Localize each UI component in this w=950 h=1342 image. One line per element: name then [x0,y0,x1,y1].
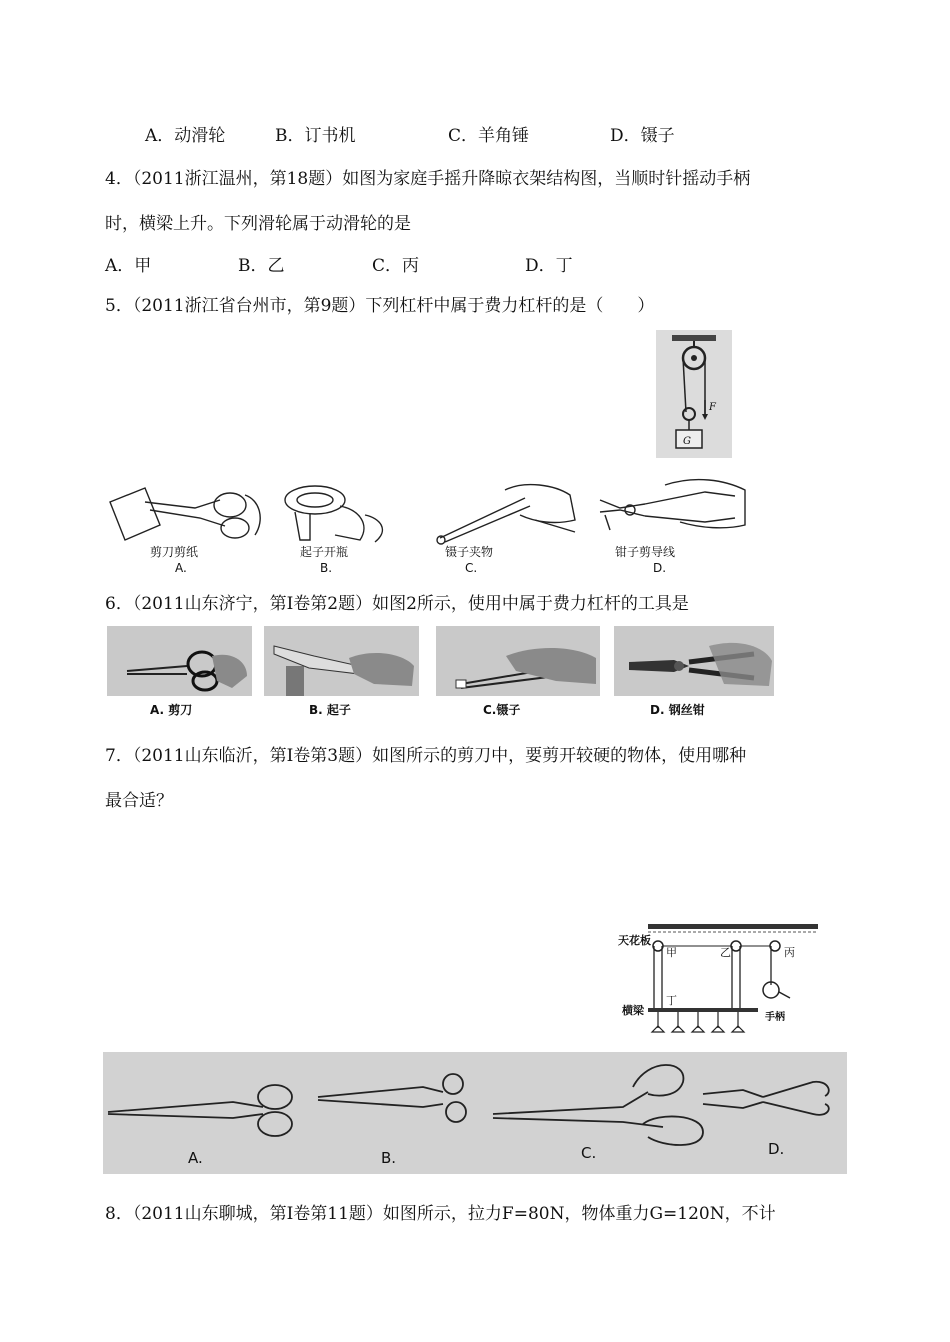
q5-text: 5．（2011浙江省台州市，第9题）下列杠杆中属于费力杠杆的是（ ） [105,296,655,316]
q7-letter-a: A. [188,1149,203,1167]
q6-text: 6．（2011山东济宁，第Ⅰ卷第2题）如图2所示，使用中属于费力杠杆的工具是 [105,594,689,614]
q3-option-b: B．订书机 [275,126,356,146]
q4-option-a: A．甲 [105,256,152,276]
q5-caption-d: 钳子剪导线 [615,545,676,559]
q5-letter-a: A. [175,561,187,575]
q3-option-c: C．羊角锤 [448,126,530,146]
jia-label: 甲 [666,946,677,959]
beam-label: 横梁 [622,1004,644,1017]
q4-option-d: D．丁 [525,256,573,276]
tweezers-drawing [437,485,575,544]
q5-tool-drawings [105,470,755,580]
bottle-opener-drawing [285,486,382,542]
handle-label: 手柄 [765,1012,785,1023]
q5-letter-d: D. [653,561,667,575]
drying-rack-figure [618,920,818,1045]
ceiling-label: 天花板 [618,934,651,947]
scissors-paper-drawing [110,488,260,540]
photo-scissors [107,626,252,696]
pliers-drawing [600,480,745,530]
photo-bottle-opener [264,626,419,696]
q8-text: 8．（2011山东聊城，第Ⅰ卷第11题）如图所示，拉力F=80N，物体重力G=120N，不计 [105,1204,776,1224]
q7-line2: 最合适？ [105,791,173,811]
q5-caption-a: 剪刀剪纸 [150,545,199,559]
q6-caption-b: B. 起子 [309,703,351,717]
q4-option-c: C．丙 [372,256,420,276]
pulley-figure [656,330,732,458]
photo-pliers [614,626,774,696]
q7-letter-d: D. [768,1140,785,1158]
q6-captions [105,698,785,720]
q4-line2: 时，横梁上升。下列滑轮属于动滑轮的是 [105,214,411,234]
force-label: F [709,402,716,413]
q3-option-d: D．镊子 [610,126,675,146]
q7-letter-c: C. [581,1144,597,1162]
q7-letter-b: B. [381,1149,397,1167]
q6-caption-a: A. 剪刀 [150,703,193,717]
ding-label: 丁 [666,994,677,1007]
q5-caption-b: 起子开瓶 [300,545,349,559]
yi-label: 乙 [720,946,731,959]
q5-letter-b: B. [320,561,333,575]
q7-scissors-photo [103,1052,847,1174]
photo-tweezers [436,626,600,696]
q6-caption-d: D. 钢丝钳 [650,703,705,717]
q5-letter-c: C. [465,561,478,575]
q6-caption-c: C.镊子 [483,703,521,717]
weight-label: G [683,436,691,447]
bing-label: 丙 [784,946,795,959]
q5-caption-c: 镊子夹物 [445,545,494,559]
q7-line1: 7．（2011山东临沂，第Ⅰ卷第3题）如图所示的剪刀中，要剪开较硬的物体，使用哪种 [105,746,747,766]
q4-option-b: B．乙 [238,256,285,276]
q4-line1: 4．（2011浙江温州，第18题）如图为家庭手摇升降晾衣架结构图，当顺时针摇动手柄 [105,169,751,189]
q3-option-a: A．动滑轮 [145,126,226,146]
